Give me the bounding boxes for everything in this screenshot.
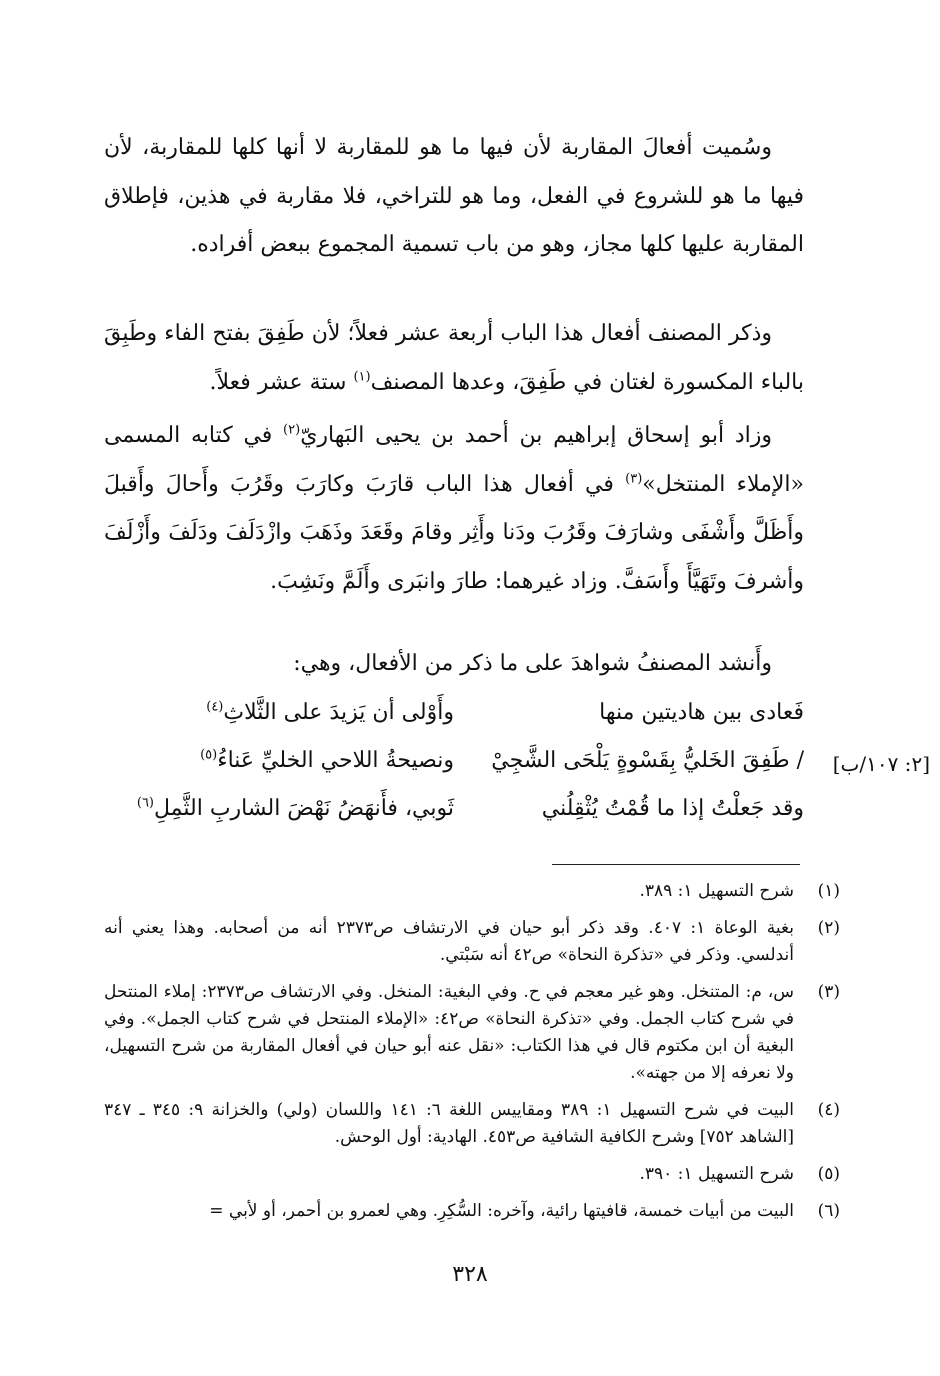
footnote-separator (552, 864, 800, 865)
page-number: ٣٢٨ (452, 1262, 488, 1287)
footnote-ref[interactable]: (٢) (283, 422, 301, 438)
footnote-text: بغية الوعاة ١: ٤٠٧. وقد ذكر أبو حيان في الارتشاف ص٢٣٧٣ أنه من أصحابه. وهذا يعني أنه أندلسي. وذكر في «تذكرة النحاة» ص٤٢ أنه سَبْتي. (104, 918, 794, 965)
verse-line-3 (104, 796, 804, 840)
verse-second-hemistich: ونصيحةُ اللاحي الخليِّ عَناءُ$^{(٥)}$ (200, 747, 454, 773)
verse-first-hemistich: فَعادى بين هاديتين منها (599, 700, 804, 725)
footnote-number: (١) (817, 881, 840, 901)
footnote (104, 915, 840, 969)
footnote-number: (٣) (817, 982, 840, 1002)
paragraph-text: وذكر المصنف أفعال هذا الباب أربعة عشر فعلاً؛ لأن طَفِقَ بفتح الفاء وطَبِقَ بالباء المكسورة لغتان في طَفِقَ، وعدها المصنف$^{(١)}$ ستة عشر فعلاً. (104, 321, 804, 395)
footnote-text: شرح التسهيل ١: ٣٩٠. (639, 1164, 794, 1184)
footnote-text: البيت في شرح التسهيل ١: ٣٨٩ ومقاييس اللغة ٦: ١٤١ واللسان (ولي) والخزانة ٩: ٣٤٥ ـ ٣٤٧ [الشاهد ٧٥٢] وشرح الكافية الشافية ص٤٥٣. الهادية: أول الوحش. (104, 1100, 795, 1147)
footnote-ref[interactable]: (٣) (625, 471, 643, 487)
verse-first-hemistich: / طَفِقَ الخَليُّ بِقَسْوةٍ يَلْحَى الشَّجِيْ (491, 748, 804, 773)
paragraph-text: وزاد أبو إسحاق إبراهيم بن أحمد بن يحيى البَهاريّ$^{(٢)}$ في كتابه المسمى «الإملاء المنتخل»$^{(٣)}$ في أفعال هذا الباب قارَبَ وكارَبَ وقَرُبَ وأَحالَ وأَقبلَ وأَظَلَّ وأَشْفَى وشارَفَ وقَرُبَ ودَنا وأَثِر وقامَ وقَعَدَ وذَهَبَ وازْدَلَفَ ودَلَفَ وأَزْلَفَ وأشرفَ وتَهَيَّأَ وأَسَفَّ. وزاد غيرهما: طارَ وانبَرى وأَلَمَّ ونَشِبَ. (104, 422, 804, 594)
footnotes (104, 878, 840, 1235)
paragraph-4 (104, 640, 804, 689)
footnote-number: (٦) (817, 1201, 840, 1221)
footnote-ref[interactable]: (٥) (200, 747, 218, 763)
footnote-ref[interactable]: (٦) (136, 795, 154, 811)
manuscript-folio-note: [٢: ١٠٧/ب] (832, 752, 930, 776)
paragraph-1 (104, 124, 804, 270)
footnote-number: (٢) (817, 918, 840, 938)
footnote-text: البيت من أبيات خمسة، قافيتها رائية، وآخره: السُّكِرِ. وهي لعمرو بن أحمر، أو لأبي = (209, 1201, 794, 1221)
verse-second-hemistich: ثَوبي، فأَنهَضُ نَهْضَ الشاربِ الثَّمِلِ$^{(٦)}$ (136, 795, 454, 821)
footnote (104, 979, 840, 1087)
footnote (104, 1161, 840, 1188)
footnote-ref[interactable]: (٤) (206, 699, 224, 715)
verse-first-hemistich: وقد جَعلْتُ إذا ما قُمْتُ يُثْقِلُني (541, 796, 804, 821)
paragraph-2 (104, 310, 804, 407)
paragraph-text: وسُميت أفعالَ المقاربة لأن فيها ما هو للمقاربة لا أنها كلها للمقاربة، لأن فيها ما هو للشروع في الفعل، وما هو للتراخي، فلا مقاربة في هذين، فإطلاق المقاربة عليها كلها مجاز، وهو من باب تسمية المجموع ببعض أفراده. (104, 135, 804, 257)
footnote-text: س، م: المتنخل. وهو غير معجم في ح. وفي البغية: المنخل. وفي الارتشاف ص٢٣٧٣: إملاء المنتحل في شرح كتاب الجمل. وفي «تذكرة النحاة» ص٤٢: «الإملاء المنتحل في شرح كتاب الجمل». وفي البغية أن ابن مكتوم قال في هذا الكتاب: «نقل عنه أبو حيان في أفعال المقاربة من شرح التسهيل، ولا نعرفه إلا من جهته». (104, 982, 795, 1083)
footnote (104, 1097, 840, 1151)
footnote-text: شرح التسهيل ١: ٣٨٩. (639, 881, 794, 901)
paragraph-3 (104, 412, 804, 606)
verse-line-2 (104, 748, 804, 792)
verse-line-1 (104, 700, 804, 744)
footnote-number: (٥) (817, 1164, 840, 1184)
footnote (104, 1198, 840, 1225)
footnote-ref[interactable]: (١) (353, 369, 371, 385)
paragraph-text: وأَنشد المصنفُ شواهدَ على ما ذكر من الأفعال، وهي: (293, 651, 772, 676)
footnote (104, 878, 840, 905)
verse-second-hemistich: وأَوْلى أن يَزيدَ على الثَّلاثِ$^{(٤)}$ (206, 699, 454, 725)
footnote-number: (٤) (817, 1100, 840, 1120)
